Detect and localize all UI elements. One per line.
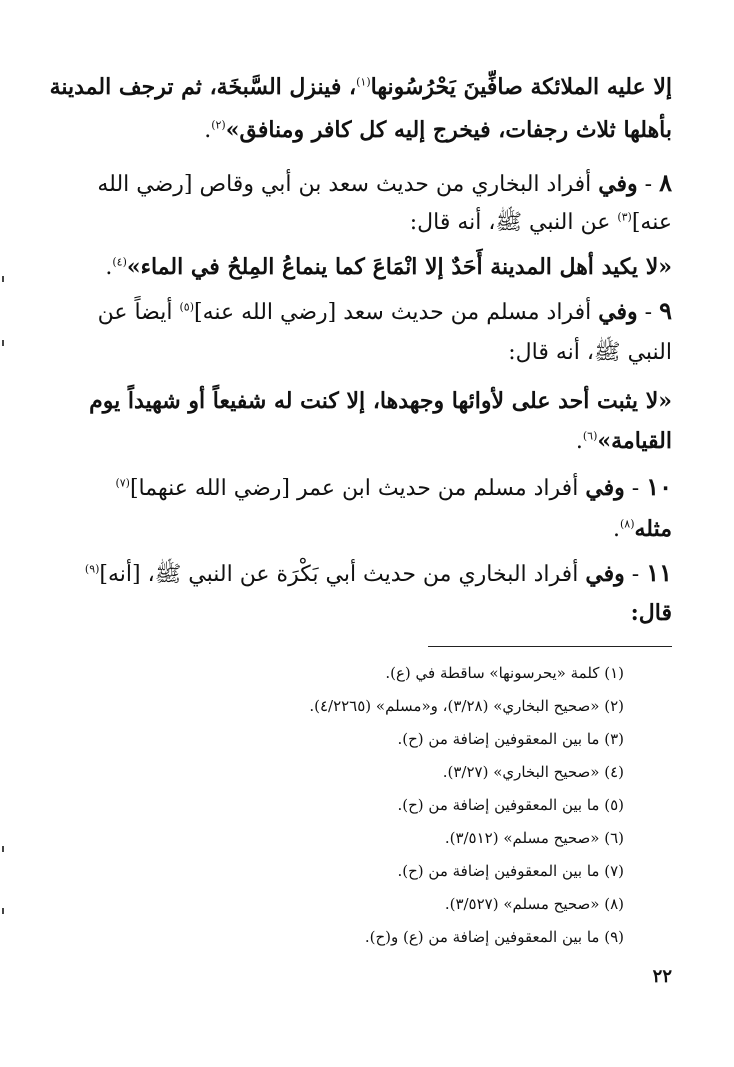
text-segment: عن النبي ﷺ، أنه قال: bbox=[409, 210, 618, 235]
item-number: ١١ bbox=[646, 558, 672, 587]
text-line bbox=[98, 512, 672, 547]
footnote: (٧) ما بين المعقوفين إضافة من (ح). bbox=[397, 862, 624, 880]
text-line bbox=[98, 250, 672, 285]
footnote-ref: (٣) bbox=[617, 210, 632, 224]
text-segment: وفي bbox=[585, 475, 625, 501]
footnote-ref: (٩) bbox=[84, 562, 100, 576]
text-segment: «لا يكيد أهل المدينة أَحَدٌ إلا انْمَاعَ كما ينماعُ المِلحُ في الماء» bbox=[126, 254, 672, 280]
footnote-ref: (١) bbox=[356, 75, 371, 89]
text-segment: مثله bbox=[634, 516, 672, 542]
footnote-ref: (٤) bbox=[112, 255, 127, 269]
footnote-ref: (٨) bbox=[619, 517, 635, 531]
text-segment: أفراد البخاري من حديث أبي بَكْرَة عن النبي ﷺ، [أنه] bbox=[99, 562, 586, 587]
page-number: ٢٢ bbox=[652, 966, 672, 987]
text-segment: إلا عليه الملائكة صافِّينَ يَحْرُسُونها bbox=[370, 74, 672, 100]
edge-mark bbox=[2, 846, 4, 852]
text-segment: . bbox=[204, 118, 212, 143]
text-segment: قال: bbox=[630, 600, 672, 626]
footnote-ref: (٥) bbox=[179, 300, 194, 314]
text-segment: - bbox=[637, 172, 660, 197]
text-segment: أفراد مسلم من حديث سعد [رضي الله عنه] bbox=[193, 300, 599, 325]
footnote: (١) كلمة «يحرسونها» ساقطة في (ع). bbox=[385, 664, 624, 682]
text-segment: - bbox=[624, 562, 647, 587]
item-number: ٨ bbox=[659, 168, 672, 197]
text-line bbox=[98, 206, 672, 240]
footnote: (٨) «صحيح مسلم» (٣/٥٢٧). bbox=[444, 895, 624, 913]
text-segment: - bbox=[624, 476, 647, 501]
text-line bbox=[98, 336, 672, 370]
text-segment: وفي bbox=[585, 561, 625, 587]
text-line bbox=[89, 384, 672, 419]
text-segment: عنه] bbox=[631, 210, 672, 235]
footnote-ref: (٢) bbox=[211, 118, 226, 132]
text-segment: . bbox=[575, 429, 583, 454]
text-line bbox=[98, 470, 672, 506]
edge-mark bbox=[2, 276, 4, 282]
text-line bbox=[98, 294, 672, 330]
text-segment: . bbox=[612, 517, 620, 542]
footnote: (٩) ما بين المعقوفين إضافة من (ع) و(ح). bbox=[364, 928, 624, 946]
text-segment: القيامة» bbox=[597, 428, 672, 454]
footnote: (٣) ما بين المعقوفين إضافة من (ح). bbox=[397, 730, 624, 748]
text-segment: «لا يثبت أحد على لأوائها وجهدها، إلا كنت له شفيعاً أو شهيداً يوم bbox=[89, 388, 672, 414]
footnote: (٤) «صحيح البخاري» (٣/٢٧). bbox=[442, 763, 624, 781]
footnote: (٢) «صحيح البخاري» (٣/٢٨)، و«مسلم» (٤/٢٢٦٥). bbox=[309, 697, 624, 715]
footnote: (٦) «صحيح مسلم» (٣/٥١٢). bbox=[444, 829, 624, 847]
edge-mark bbox=[2, 908, 4, 914]
text-segment: أفراد مسلم من حديث ابن عمر [رضي الله عنهما] bbox=[129, 476, 586, 501]
text-line bbox=[84, 556, 672, 592]
text-segment: وفي bbox=[598, 299, 638, 325]
footnote-ref: (٧) bbox=[115, 476, 130, 490]
text-segment: - bbox=[637, 300, 660, 325]
text-segment: وفي bbox=[598, 171, 638, 197]
text-segment: . bbox=[105, 255, 113, 280]
text-segment: أيضاً عن bbox=[97, 300, 180, 325]
text-line bbox=[98, 424, 672, 459]
item-number: ٩ bbox=[659, 296, 672, 325]
text-segment: النبي ﷺ، أنه قال: bbox=[508, 340, 672, 365]
text-segment: بأهلها ثلاث رجفات، فيخرج إليه كل كافر ومنافق» bbox=[225, 117, 672, 143]
item-number: ١٠ bbox=[646, 472, 672, 501]
footnote-ref: (٦) bbox=[582, 429, 598, 443]
text-line bbox=[98, 166, 672, 202]
text-line bbox=[49, 70, 672, 105]
text-line bbox=[98, 113, 672, 148]
footnote: (٥) ما بين المعقوفين إضافة من (ح). bbox=[397, 796, 624, 814]
footnote-separator bbox=[428, 646, 672, 647]
text-line bbox=[98, 596, 672, 631]
edge-mark bbox=[2, 340, 4, 346]
text-segment: ، فينزل السَّبخَة، ثم ترجف المدينة bbox=[49, 74, 357, 100]
text-segment: أفراد البخاري من حديث سعد بن أبي وقاص [رضي الله bbox=[97, 172, 599, 197]
